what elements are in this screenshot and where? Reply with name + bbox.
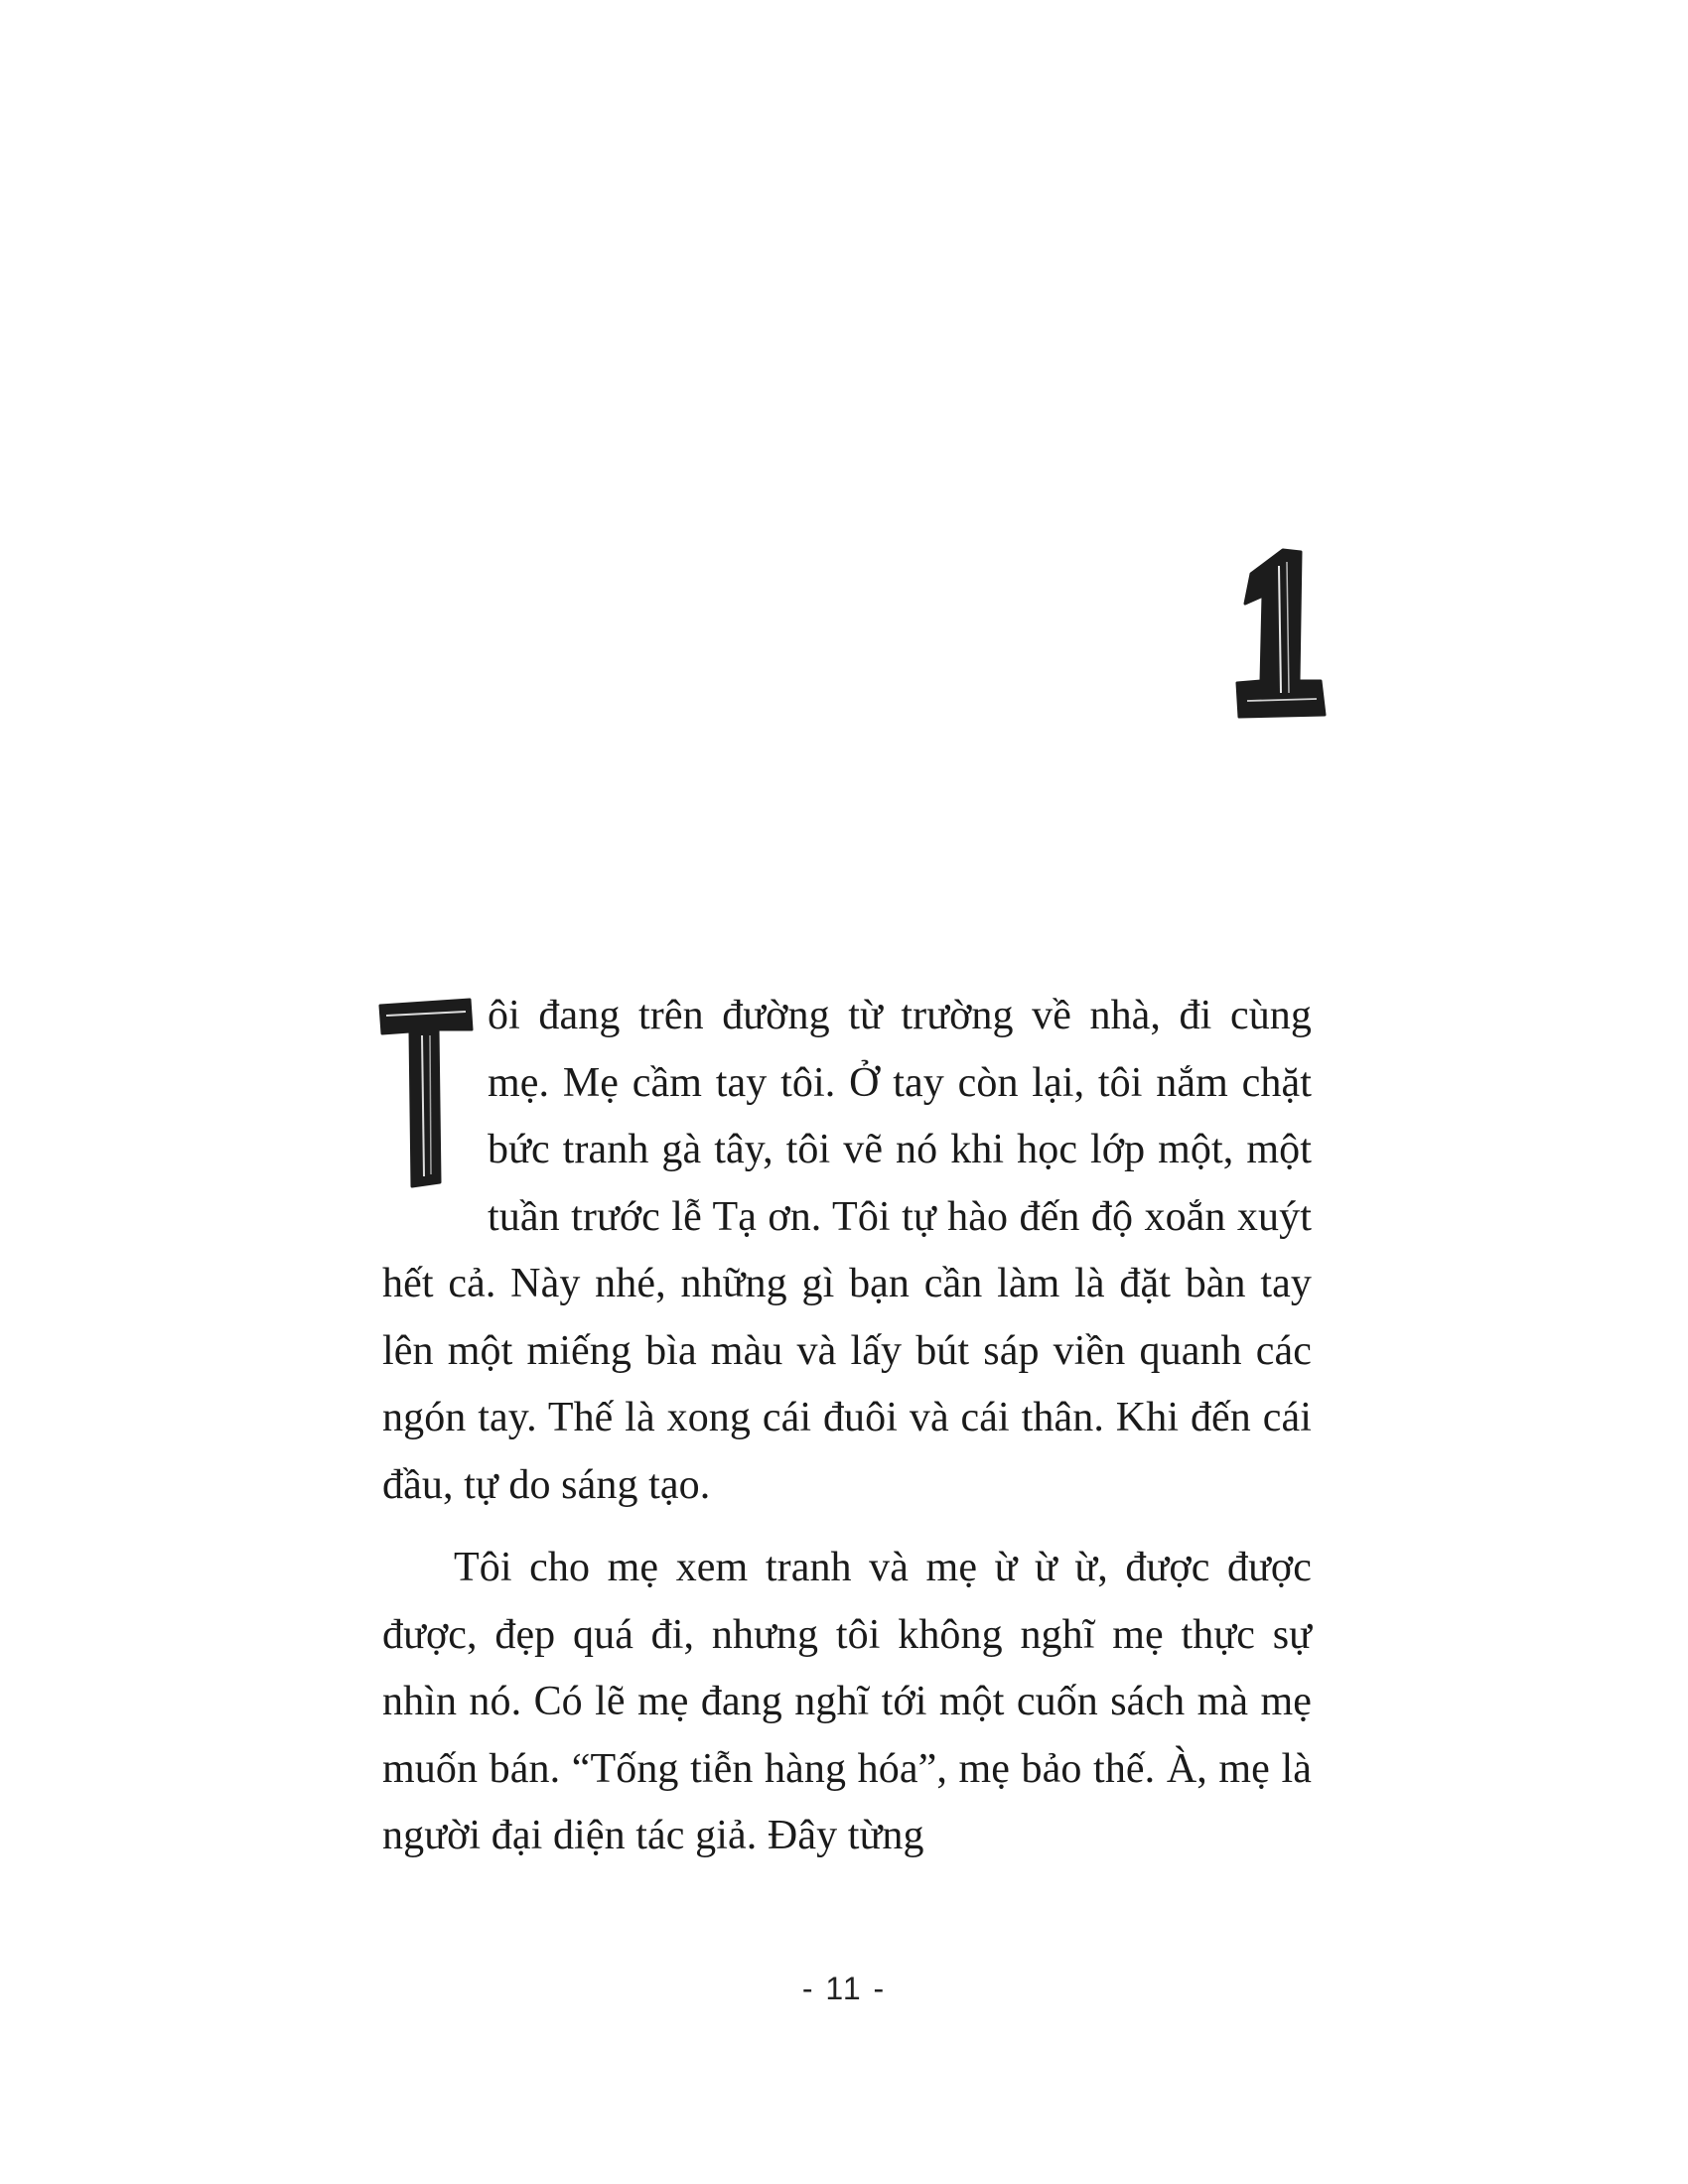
paragraph-1-text: ôi đang trên đường từ trường về nhà, đi cùng mẹ. Mẹ cầm tay tôi. Ở tay còn lại, tôi nắm chặt bức tranh gà tây, tôi vẽ nó khi học lớp một, một tuần trước lễ Tạ ơn. Tôi tự hào đến độ xoắn xuýt hết cả. Này nhé, những gì bạn cần làm là đặt bàn tay lên một miếng bìa màu và lấy bút sáp viền quanh các ngón tay. Thế là xong cái đuôi và cái thân. Khi đến cái đầu, tự do sáng tạo. [382, 993, 1312, 1508]
drop-cap [376, 996, 474, 1190]
paragraph-1 [382, 983, 1312, 1519]
chapter-number-glyph [1221, 544, 1340, 723]
chapter-body [382, 983, 1312, 1870]
paragraph-2-text: Tôi cho mẹ xem tranh và mẹ ừ ừ ừ, được được được, đẹp quá đi, nhưng tôi không nghĩ mẹ thực sự nhìn nó. Có lẽ mẹ đang nghĩ tới một cuốn sách mà mẹ muốn bán. “Tống tiễn hàng hóa”, mẹ bảo thế. À, mẹ là người đại diện tác giả. Đây từng [382, 1545, 1312, 1858]
chapter-number [1221, 544, 1340, 723]
drop-cap-glyph [376, 996, 474, 1190]
page-number: - 11 - [801, 1971, 887, 2006]
paragraph-2 [382, 1535, 1312, 1870]
